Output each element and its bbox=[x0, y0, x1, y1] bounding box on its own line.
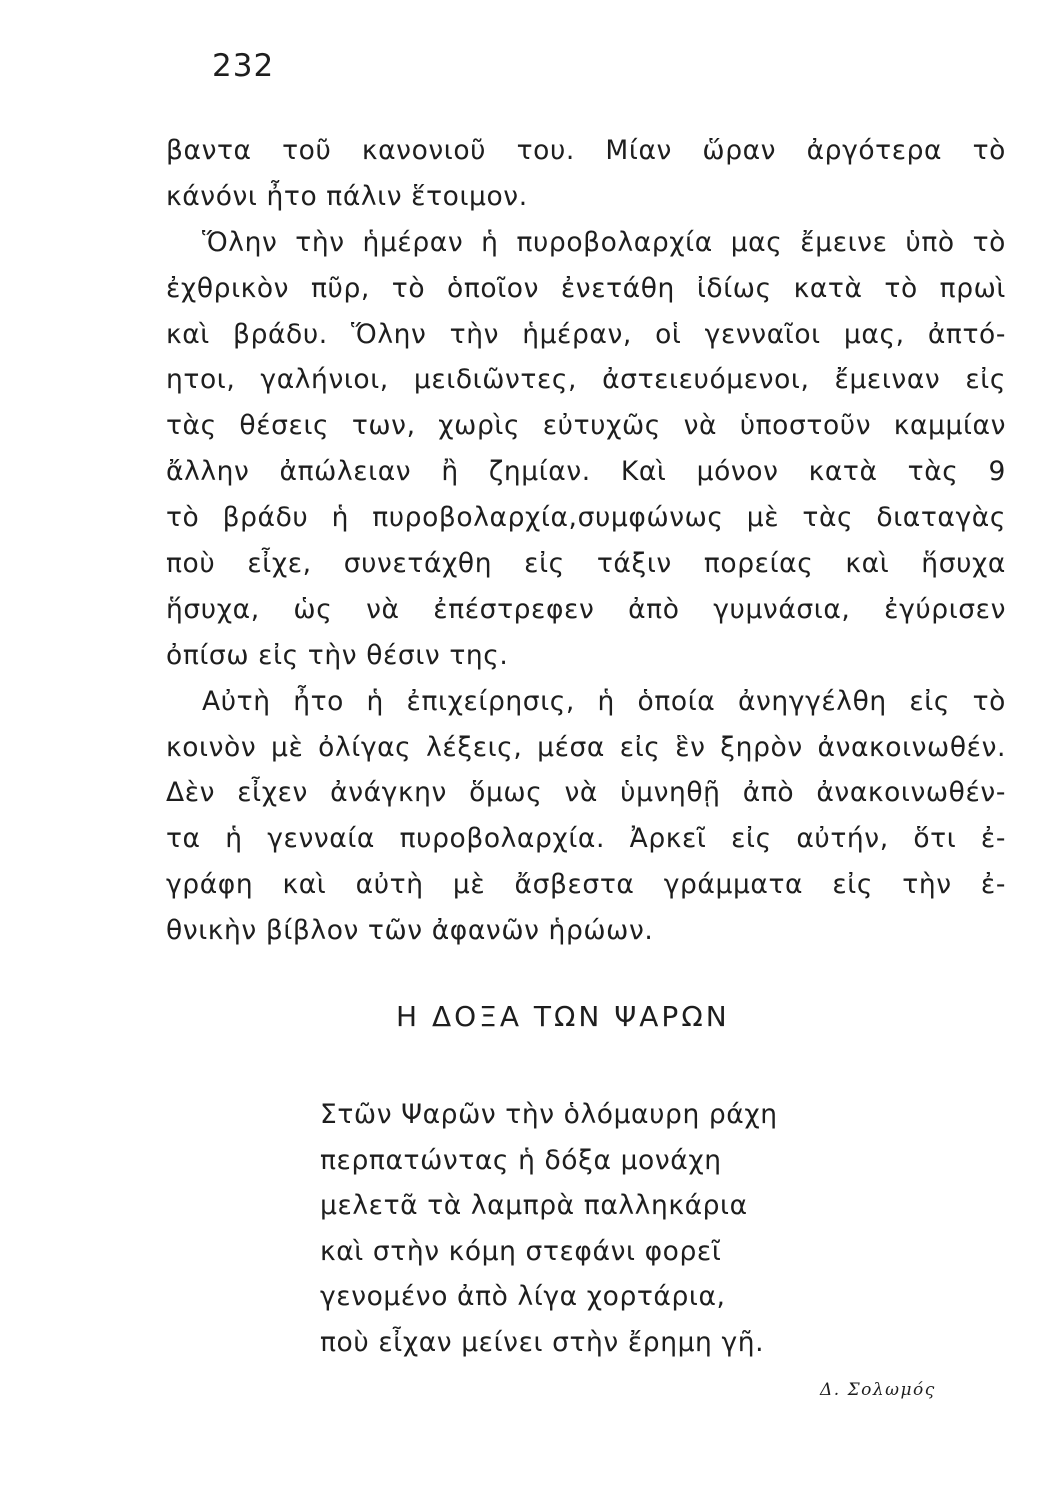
prose-line: τὰς θέσεις των, χωρὶς εὐτυχῶς νὰ ὑποστοῦν καμμίαν bbox=[166, 410, 1006, 442]
prose-line: ἄλλην ἀπώλειαν ἢ ζημίαν. Καὶ μόνον κατὰ τὰς 9 bbox=[166, 456, 1006, 488]
prose-line: καὶ βράδυ. Ὅλην τὴν ἡμέραν, οἱ γενναῖοι μας, ἀπτό- bbox=[166, 318, 1006, 350]
poem-line: Στῶν Ψαρῶν τὴν ὁλόμαυρη ράχη bbox=[320, 1099, 778, 1130]
prose-line: θνικὴν βίβλον τῶν ἀφανῶν ἡρώων. bbox=[166, 915, 654, 947]
prose-line: τὸ βράδυ ἡ πυροβολαρχία,συμφώνως μὲ τὰς διαταγὰς bbox=[166, 502, 1006, 534]
prose-line: ὀπίσω εἰς τὴν θέσιν της. bbox=[166, 639, 509, 671]
prose-line: Δὲν εἶχεν ἀνάγκην ὅμως νὰ ὑμνηθῇ ἀπὸ ἀνακοινωθέν- bbox=[166, 777, 1006, 809]
prose-line: ἥσυχα, ὡς νὰ ἐπέστρεφεν ἀπὸ γυμνάσια, ἐγύρισεν bbox=[166, 593, 1006, 625]
poem-line: περπατώντας ἡ δόξα μονάχη bbox=[320, 1144, 722, 1176]
prose-line: τα ἡ γενναία πυροβολαρχία. Ἀρκεῖ εἰς αὐτήν, ὅτι ἐ- bbox=[166, 823, 1006, 855]
poem-line: ποὺ εἶχαν μείνει στὴν ἔρημη γῆ. bbox=[320, 1326, 765, 1358]
prose-line: βαντα τοῦ κανονιοῦ του. Μίαν ὥραν ἀργότερα τὸ bbox=[166, 135, 1006, 166]
page-number: 232 bbox=[212, 48, 275, 84]
poem-line: γενομένο ἀπὸ λίγα χορτάρια, bbox=[320, 1281, 726, 1312]
prose-line: Ὅλην τὴν ἡμέραν ἡ πυροβολαρχία μας ἔμεινε ὑπὸ τὸ bbox=[202, 226, 1006, 258]
poem-author: Δ. Σολωμός bbox=[820, 1380, 936, 1400]
prose-line: ητοι, γαλήνιοι, μειδιῶντες, ἀστειευόμενοι, ἔμειναν εἰς bbox=[166, 364, 1006, 396]
poem-line: καὶ στὴν κόμη στεφάνι φορεῖ bbox=[320, 1235, 722, 1267]
prose-body bbox=[166, 128, 1006, 954]
prose-line: Αὐτὴ ἦτο ἡ ἐπιχείρησις, ἡ ὁποία ἀνηγγέλθη εἰς τὸ bbox=[202, 685, 1006, 717]
prose-line: ποὺ εἶχε, συνετάχθη εἰς τάξιν πορείας καὶ ἥσυχα bbox=[166, 548, 1006, 580]
poem bbox=[320, 1092, 778, 1365]
prose-line: κοινὸν μὲ ὀλίγας λέξεις, μέσα εἰς ἓν ξηρὸν ἀνακοινωθέν. bbox=[166, 731, 1006, 763]
poem-line: μελετᾶ τὰ λαμπρὰ παλληκάρια bbox=[320, 1190, 748, 1221]
prose-line: γράφη καὶ αὐτὴ μὲ ἄσβεστα γράμματα εἰς τὴν ἐ- bbox=[166, 869, 1006, 901]
prose-line: κάνόνι ἦτο πάλιν ἕτοιμον. bbox=[166, 180, 528, 212]
prose-line: ἐχθρικὸν πῦρ, τὸ ὁποῖον ἐνετάθη ἰδίως κατὰ τὸ πρωὶ bbox=[166, 272, 1006, 304]
section-title: Η ΔΟΞΑ ΤΩΝ ΨΑΡΩΝ bbox=[396, 1000, 730, 1033]
